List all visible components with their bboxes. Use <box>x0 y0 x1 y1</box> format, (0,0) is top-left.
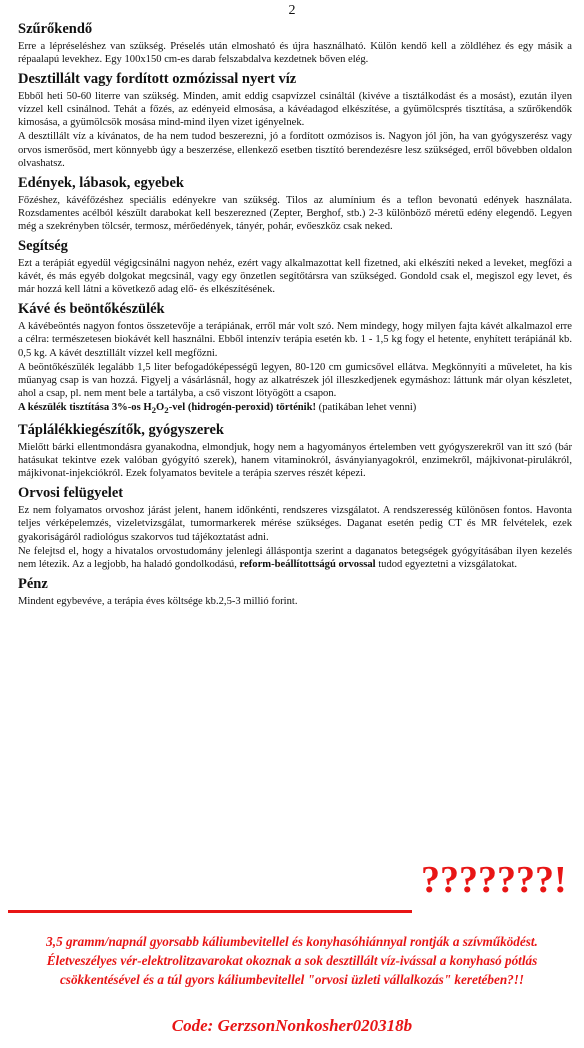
section-penz <box>18 575 572 608</box>
section-segitseg <box>18 237 572 296</box>
bold-text: O <box>156 401 165 413</box>
section-szurokendo <box>18 20 572 66</box>
paragraph <box>18 401 572 417</box>
paragraph: Ezt a terápiát egyedül végigcsinálni nagyon nehéz, ezért vagy alkalmazottat kell fizetned, aki elkészíti neked a leveket, megfőzi a kávét, és más egyéb dolgokat megcsinál, vagy egy önzetlen segítőtársra van szükséged. Gondold csak el, megiszol egy levet, és már hozzá kell látni a következő adag elő- és elkészítésének. <box>18 258 572 296</box>
section-heading: Orvosi felügyelet <box>18 485 124 502</box>
paragraph-text: tudod egyeztetni a vizsgálatokat. <box>375 558 518 570</box>
subscript: 2 <box>164 404 169 415</box>
paragraph-text: termosz, mérőedények, tányér, pohár, evőeszköz csak neked. <box>134 220 393 232</box>
paragraph: A desztillált víz a kívánatos, de ha nem tudod beszerezni, jó a fordított ozmózisos is. Nagyon jól jön, ha van gyógyszerész vagy orvos ismerősöd, mert könnyebb úgy a beszerzése, ellenkező esetben tisztító berendezésre lesz szükséged, erről bővebben oldalon olvashatsz. <box>18 131 572 169</box>
document-body <box>18 20 572 612</box>
section-taplalekkiegeszitok <box>18 421 572 480</box>
bold-text: reform-beállítottságú orvossal <box>239 558 376 570</box>
page-number: 2 <box>288 3 296 18</box>
paragraph <box>18 545 572 571</box>
annotation-line: Életveszélyes vér-elektrolitzavarokat okoznak a sok desztillált víz-ivással a konyhasó pótlás <box>46 953 538 968</box>
section-heading: Desztillált vagy fordított ozmózissal nyert víz <box>18 71 297 88</box>
section-heading: Edények, lábasok, egyebek <box>18 174 184 191</box>
paragraph-text: Ne felejtsd el, hogy a hivatalos orvostudomány jelenlegi álláspontja szerint a daganatos betegségek gyógyításában ilyen kezelés nem létezik. Az a legjobb, ha haladó gondolkodású, <box>18 545 572 570</box>
paragraph: Erre a lépréseléshez van szükség. Préselés után elmosható és újra használható. Külön kendő kell a zöldléhez és egy másik a répaalapú levekhez. Egy 100x150 cm-es darab felszabdalva kezdetnek bőven elég. <box>18 41 572 66</box>
section-heading: Szűrőkendő <box>18 21 93 37</box>
section-heading: Táplálékkiegészítők, gyógyszerek <box>18 422 224 439</box>
subscript: 2 <box>151 404 157 415</box>
paragraph-text: (patikában lehet venni) <box>316 401 417 413</box>
paragraph-text: Főzéshez, kávéfőzéshez speciális edényekre van szükség. Tilos az alumínium és a teflon bevonatú edények használata. Rozsdamentes acélból készült darabokat kell beszerezned (Zepter, Berghof, stb.) 2-3 különböző méretű edény elegendő. Legyen még a szekrényben tölcsér, <box>18 194 572 232</box>
annotation-line: 3,5 gramm/napnál gyorsabb káliumbevitellel és konyhasóhiánnyal rontják a szívműködést. <box>46 934 538 949</box>
section-kave-beontokeszulek <box>18 300 572 417</box>
section-orvosi-felugyelet <box>18 484 572 570</box>
section-desztillalt-viz <box>18 70 572 170</box>
section-heading: Kávé és beöntőkészülék <box>18 301 165 318</box>
annotation-code: Code: GerzsonNonkosher020318b <box>171 1016 413 1035</box>
annotation-underline <box>8 910 412 913</box>
paragraph: A kávébeöntés nagyon fontos összetevője a terápiának, erről már volt szó. Nem mindegy, hogy milyen fajta kávét alkalmazol erre a célra: természetesen biokávét kell használni. Ebből intenzív terápia esetén kb. 1 - 1,5 kg fogy el hetente, enyhített terápiánál kb. 0,5 kg. A kávét desztillált vízzel kell megfőzni. <box>18 321 572 359</box>
paragraph: Mindent egybevéve, a terápia éves költsége kb.2,5-3 millió forint. <box>18 595 298 607</box>
paragraph: Ebből heti 50-60 literre van szükség. Minden, amit eddig csapvízzel csináltál (kivéve a tisztálkodást és a mosást), ezután ilyen vízzel kell csinálnod. Tehát a főzés, az edényeid elmosása, a kávéadagod elkészítése, a gyümölcsprés tisztítása, a szűrőkendők kimosása, a gyümölcsök mosása mind-mind ilyen vizet igényelnek. <box>18 91 572 129</box>
bold-text: -vel (hidrogén-peroxid) történik! <box>168 401 317 413</box>
section-heading: Segítség <box>18 238 68 255</box>
paragraph: A beöntőkészülék legalább 1,5 liter befogadóképességű legyen, 80-120 cm gumicsővel ellátva. Megkönnyíti a műveletet, ha kis műanyag csap is van hozzá. Figyelj a vásárlásnál, hogy az alkatrészek jól illeszkedjenek egymáshoz: láttunk már olyan készletet, ahol a csap, pl. nem ment bele a tartályba, a cső viszont lötyögött a csapon. <box>18 361 572 399</box>
annotation-question-marks: ???????! <box>421 859 567 901</box>
bold-text: A készülék tisztítása 3%-os H <box>18 401 152 413</box>
annotation-note <box>4 932 580 989</box>
paragraph: Ez nem folyamatos orvoshoz járást jelent, hanem időnkénti, rendszeres vizsgálatot. A rendszeresség különösen fontos. Havonta teljes vérképelemzés, vizeletvizsgálat, tumormarkerek mérése szükséges. Daganat esetén pedig CT és MR felvételek, ezek gyakoriságáról radiológus szakorvos tud tájékoztatást adni. <box>18 505 572 543</box>
paragraph: Mielőtt bárki ellentmondásra gyanakodna, elmondjuk, hogy nem a hagyományos értelemben vett gyógyszerekről van itt szó (bár hatásukat tekintve ezek valóban gyógyító szerek), hanem vitaminokról, ásványianyagokról, enzimekről, májkivonat-pirulákról, májkivonat-injekciókról. Ezek folyamatos bevitele a terápia szerves részét képezi. <box>18 442 572 480</box>
paragraph <box>18 194 572 233</box>
section-heading: Pénz <box>18 575 48 592</box>
section-edenyek <box>18 174 572 233</box>
annotation-line: csökkentésével és a túl gyors káliumbevitellel "orvosi üzleti vállalkozás" keretében?!! <box>59 972 525 987</box>
